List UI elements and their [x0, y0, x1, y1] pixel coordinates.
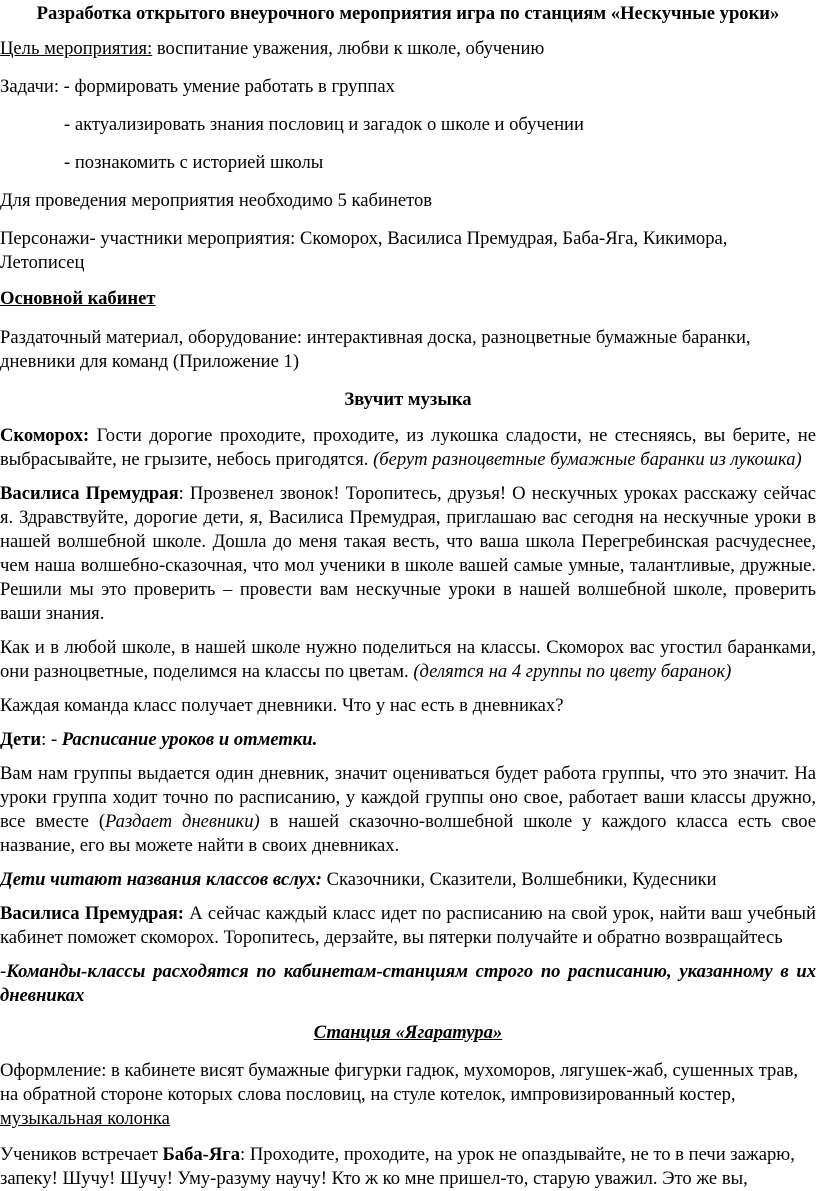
task-item-2: - актуализировать знания пословиц и загадок о школе и обучении [64, 114, 584, 135]
characters-line: Персонажи- участники мероприятия: Скоморох, Василиса Премудрая, Баба-Яга, Кикимора, Летописец [0, 228, 728, 273]
groups-text-2: в нашей сказочно-волшебной школе у каждого класса есть свое название, его вы можете найти в своих дневниках. [0, 811, 816, 856]
children-answer-line [0, 728, 816, 752]
tasks-intro: Задачи: - формировать умение работать в группах [0, 76, 395, 97]
station-heading: Станция «Ягаратура» [313, 1022, 503, 1043]
vasilisa-speaker-2: Василиса Премудрая: [0, 903, 184, 924]
vasilisa-text-2: А сейчас каждый класс идет по расписанию на свой урок, найти ваш учебный кабинет поможет скоморох. Торопитесь, дерзайте, вы пятерки получайте и обратно возвращайтесь [0, 903, 816, 948]
baba-yaga-line [0, 1143, 816, 1191]
vasilisa-text-1: : Прозвенел звонок! Торопитесь, друзья! О нескучных уроках расскажу сейчас я. Здравствуйте, дорогие дети, я, Василиса Премудрая, приглашаю вас сегодня на нескучные уроки в нашей волшебной школе. Дошла до меня такая весть, что ваша школа Перегребинская расчудеснее, чем наша волшебно-сказочная, что мол ученики в школе вашей самые умные, талантливые, дружные. Решили мы это проверить – провести вам нескучные уроки в нашей волшебной школе, проверить ваши знания. [0, 483, 816, 624]
skomorokh-speaker: Скоморох: [0, 425, 90, 446]
decor-text: Оформление: в кабинете висят бумажные фигурки гадюк, мухоморов, лягушек-жаб, сушенных трав, на обратной стороне которых слова пословиц, на стуле котелок, импровизированный костер, [0, 1060, 799, 1105]
decor-paragraph [0, 1059, 816, 1131]
classes-paragraph [0, 636, 816, 684]
groups-remark: Раздает дневники) [105, 811, 260, 832]
teams-move-dash: - [0, 961, 7, 982]
rooms-note: Для проведения мероприятия необходимо 5 кабинетов [0, 190, 433, 211]
children-answer-text: Расписание уроков и отметки. [61, 729, 318, 750]
baba-yaga-text: : Проходите, проходите, на урок не опаздывайте, не то в печи зажарю, запеку! Шучу! Шучу! Уму-разуму научу! Кто ж ко мне пришел-то, старую уважил. Это же вы, [0, 1144, 795, 1189]
vasilisa-line-1 [0, 482, 816, 626]
vasilisa-speaker-1: Василиса Премудрая [0, 483, 179, 504]
baba-yaga-intro: Учеников встречает [0, 1144, 163, 1165]
skomorokh-text: Гости дорогие проходите, проходите, из лукошка сладости, не стесняясь, вы берите, не выбрасывайте, не грызите, небось пригодятся. [0, 425, 816, 470]
children-speaker: Дети [0, 729, 42, 750]
classes-text: Как и в любой школе, в нашей школе нужно поделиться на классы. Скоморох вас угостил баранками, они разноцветные, поделимся на классы по цветам. [0, 637, 816, 682]
goal-line [0, 37, 816, 61]
document-title: Разработка открытого внеурочного мероприятия игра по станциям «Нескучные уроки» [36, 3, 780, 24]
groups-paragraph [0, 762, 816, 858]
teams-move-text: Команды-классы расходятся по кабинетам-станциям строго по расписанию, указанному в их дневниках [0, 961, 816, 1006]
diary-question: Каждая команда класс получает дневники. Что у нас есть в дневниках? [0, 695, 564, 716]
children-sep: : - [41, 729, 62, 750]
class-names-line [0, 868, 816, 892]
main-room-heading: Основной кабинет [0, 288, 156, 309]
materials-line: Раздаточный материал, оборудование: интерактивная доска, разноцветные бумажные баранки, дневники для команд (Приложение 1) [0, 327, 751, 372]
goal-label: Цель мероприятия: [0, 38, 153, 59]
skomorokh-remark: (берут разноцветные бумажные баранки из лукошка) [373, 449, 802, 470]
class-names-label: Дети читают названия классов вслух: [0, 869, 322, 890]
classes-remark: (делятся на 4 группы по цвету баранок) [413, 661, 732, 682]
vasilisa-line-2 [0, 902, 816, 950]
task-item-3: - познакомить с историей школы [64, 152, 324, 173]
goal-text: воспитание уважения, любви к школе, обучению [152, 38, 545, 59]
skomorokh-line [0, 424, 816, 472]
baba-yaga-speaker: Баба-Яга [162, 1144, 241, 1165]
groups-text-1: Вам нам группы выдается один дневник, значит оцениваться будет работа группы, что это значит. На уроки группа ходит точно по расписанию, у каждой группы оно свое, работает ваши классы дружно, все вместе ( [0, 763, 816, 832]
class-names-text: Сказочники, Сказители, Волшебники, Кудесники [322, 869, 717, 890]
decor-underlined: музыкальная колонка [0, 1108, 170, 1129]
music-heading: Звучит музыка [344, 389, 472, 410]
teams-move-line [0, 960, 816, 1008]
